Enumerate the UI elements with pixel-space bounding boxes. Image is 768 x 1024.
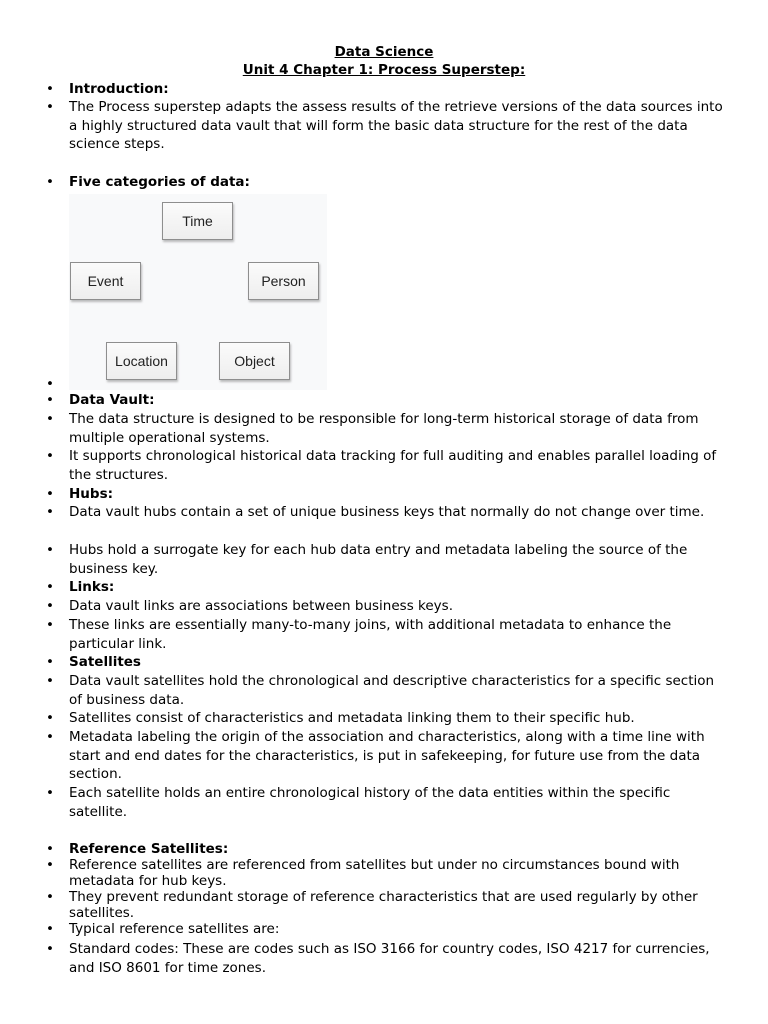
bullet: • [46, 579, 54, 595]
intro-heading: Introduction: [69, 81, 169, 97]
data-categories-diagram [69, 194, 327, 390]
category-box-event: Event [70, 262, 141, 300]
reference-satellites-item-3: Typical reference satellites are: [69, 921, 280, 937]
links-heading: Links: [69, 579, 115, 595]
satellites-heading: Satellites [69, 654, 141, 670]
list-item [46, 857, 726, 889]
intro-text: The Process superstep adapts the assess results of the retrieve versions of the data sources into a highly structured data vault that will form the basic data structure for the rest of the data science steps. [69, 99, 723, 153]
category-box-location: Location [106, 342, 177, 380]
chapter-title: Unit 4 Chapter 1: Process Superstep: [242, 62, 526, 78]
satellites-item-1: Data vault satellites hold the chronological and descriptive characteristics for a specific section of business data. [69, 673, 715, 708]
document-title: Data Science [334, 44, 434, 60]
bullet: • [46, 785, 54, 801]
data-vault-item-2: It supports chronological historical data tracking for full auditing and enables parallel loading of the structures. [69, 448, 717, 483]
data-vault-heading: Data Vault: [69, 392, 155, 408]
data-vault-item-1: The data structure is designed to be responsible for long-term historical storage of data from multiple operational systems. [69, 411, 699, 446]
list-item [46, 940, 726, 977]
bullet: • [46, 486, 54, 502]
list-item [46, 672, 726, 709]
reference-satellites-heading-item [46, 841, 726, 857]
reference-satellites-item-1: Reference satellites are referenced from satellites but under no circumstances bound with metadata for hub keys. [69, 857, 680, 890]
list-item [46, 541, 726, 578]
list-item [46, 728, 726, 784]
bullet: • [46, 542, 54, 558]
list-item [46, 447, 726, 484]
bullet: • [46, 504, 54, 520]
bullet: • [46, 448, 54, 464]
intro-heading-item [46, 80, 726, 99]
satellites-item-4: Each satellite holds an entire chronological history of the data entities within the specific satellite. [69, 785, 671, 820]
bullet: • [46, 889, 54, 905]
bullet: • [46, 710, 54, 726]
reference-satellites-item-4: Standard codes: These are codes such as ISO 3166 for country codes, ISO 4217 for currencies, and ISO 8601 for time zones. [69, 941, 710, 976]
list-item [46, 921, 726, 937]
links-item-2: These links are essentially many-to-many joins, with additional metadata to enhance the particular link. [69, 617, 672, 652]
hubs-item-2: Hubs hold a surrogate key for each hub data entry and metadata labeling the source of the business key. [69, 542, 688, 577]
bullet: • [46, 921, 54, 937]
bullet: • [46, 857, 54, 873]
bullet: • [46, 841, 54, 857]
category-box-object: Object [219, 342, 290, 380]
links-item-1: Data vault links are associations between business keys. [69, 598, 453, 614]
categories-heading: Five categories of data: [69, 174, 250, 190]
bullet: • [46, 729, 54, 745]
list-item [46, 616, 726, 653]
hubs-heading: Hubs: [69, 486, 114, 502]
bullet: • [46, 174, 54, 190]
links-heading-item [46, 578, 726, 597]
bullet: • [46, 654, 54, 670]
satellites-item-3: Metadata labeling the origin of the association and characteristics, along with a time line with start and end dates for the characteristics, is put in safekeeping, for future use from the data section. [69, 729, 705, 783]
bullet: • [46, 411, 54, 427]
intro-item [46, 98, 726, 154]
reference-satellites-item-2: They prevent redundant storage of reference characteristics that are used regularly by other satellites. [69, 889, 698, 922]
satellites-item-2: Satellites consist of characteristics and metadata linking them to their specific hub. [69, 710, 635, 726]
satellites-heading-item [46, 653, 726, 672]
list-item [46, 503, 726, 522]
hubs-item-1: Data vault hubs contain a set of unique business keys that normally do not change over time. [69, 504, 705, 520]
bullet: • [46, 81, 54, 97]
list-item [46, 597, 726, 616]
list-item [46, 410, 726, 447]
categories-heading-item [46, 173, 726, 192]
data-vault-heading-item [46, 391, 726, 410]
category-box-time: Time [162, 202, 233, 240]
bullet: • [46, 617, 54, 633]
bullet: • [46, 99, 54, 115]
list-item [46, 709, 726, 728]
bullet: • [46, 392, 54, 408]
reference-satellites-heading: Reference Satellites: [69, 841, 229, 857]
category-box-person: Person [248, 262, 319, 300]
hubs-heading-item [46, 485, 726, 504]
list-item [46, 889, 726, 921]
bullet: • [46, 941, 54, 957]
list-item [46, 784, 726, 821]
bullet: • [46, 673, 54, 689]
bullet: • [46, 376, 54, 392]
bullet: • [46, 598, 54, 614]
